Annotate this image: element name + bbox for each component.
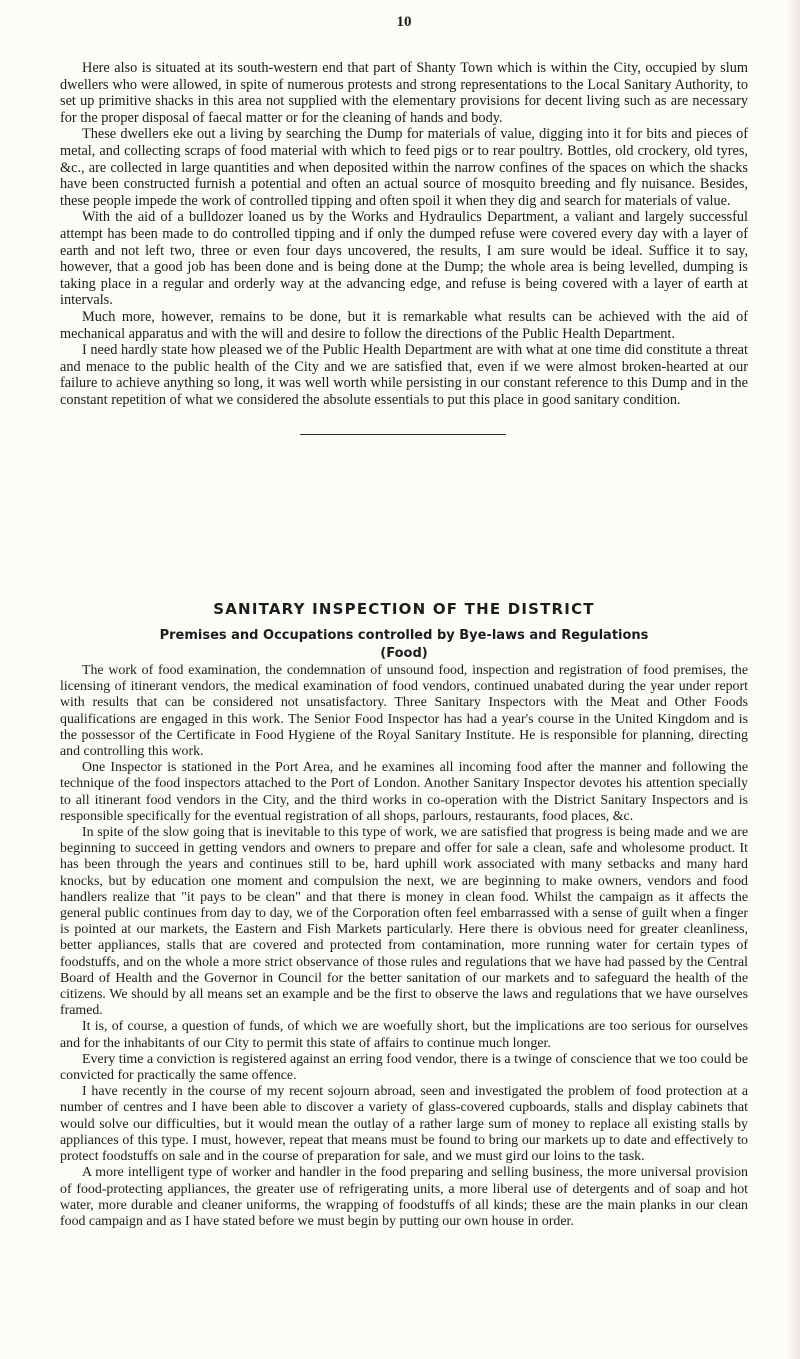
paragraph: Much more, however, remains to be done, but it is remarkable what results can be achieved with the aid of mechanical apparatus and with the will and desire to follow the directions of the Public Health Department. (60, 308, 748, 342)
paragraph: One Inspector is stationed in the Port Area, and he examines all incoming food after the manner and following the technique of the food inspectors attached to the Port of London. Another Sanitary Inspector devotes his attention specially to all itinerant food vendors in the City, and the third works in co-operation with the District Sanitary Inspectors and is responsible specifically for the eventual registration of all shops, parlours, restaurants, food places, &c. (60, 760, 748, 824)
paragraph: The work of food examination, the condemnation of unsound food, inspection and registration of food premises, the licensing of itinerant vendors, the medical examination of food vendors, continued unabated during the year under report with results that can be considered not unsatisfactory. Three Sanitary Inspectors with the Meat and Other Foods qualifications are engaged in this work. The Senior Food Inspector has had a year's course in the United Kingdom and is the possessor of the Certificate in Food Hygiene of the Royal Sanitary Institute. He is responsible for planning, directing and controlling this work. (60, 663, 748, 760)
section-subheading: Premises and Occupations controlled by Bye-laws and Regulations (159, 628, 649, 643)
section-subheading-food: (Food) (380, 646, 428, 661)
paragraph: These dwellers eke out a living by searching the Dump for materials of value, digging into it for bits and pieces of metal, and collecting scraps of food material with which to feed pigs or to rear poultry. Bottles, old crockery, old tyres, &c., are collected in large quantities and when deposited within the narrow confines of the spaces on which the shacks have been constructed furnish a potential and often an actual source of mosquito breeding and fly nuisance. Besides, these people impede the work of controlled tipping and often spoil it when they dig and search for materials of value. (60, 126, 748, 209)
page-edge-shadow (786, 0, 800, 1359)
page-number: 10 (396, 14, 412, 30)
section-divider (300, 434, 506, 435)
paragraph: I have recently in the course of my recent sojourn abroad, seen and investigated the problem of food protection at a number of centres and I have been able to discover a variety of glass-covered cupboards, stalls and display cabinets that would solve our difficulties, but it would mean the outlay of a rather large sum of money to replace all existing stalls by appliances of this type. I must, however, repeat that means must be found to bring our markets up to date and effectively to protect foodstuffs on sale and in the course of preparation for sale, and we must gird our loins to the task. (60, 1084, 748, 1165)
paragraph: Here also is situated at its south-western end that part of Shanty Town which is within the City, occupied by slum dwellers who were allowed, in spite of numerous protests and strong representations to the Local Sanitary Authority, to set up primitive shacks in this area not supplied with the elementary provisions for decent living such as are necessary for the proper disposal of faecal matter or for the cleaning of hands and body. (60, 60, 748, 126)
paragraph: With the aid of a bulldozer loaned us by the Works and Hydraulics Department, a valiant and largely successful attempt has been made to do controlled tipping and if only the dumped refuse were covered every day with a layer of earth and not left two, three or even four days uncovered, the results, I am sure would be ideal. Suffice it to say, however, that a good job has been done and is being done at the Dump; the whole area is being levelled, dumping is taking place in a regular and orderly way at the advancing edge, and refuse is being covered with a layer of earth at intervals. (60, 209, 748, 309)
paragraph: It is, of course, a question of funds, of which we are woefully short, but the implications are too serious for ourselves and for the inhabitants of our City to permit this state of affairs to continue much longer. (60, 1019, 748, 1051)
document-page (60, 0, 748, 1359)
paragraph: Every time a conviction is registered against an erring food vendor, there is a twinge of conscience that we too could be convicted for practically the same offence. (60, 1051, 748, 1084)
section-heading: SANITARY INSPECTION OF THE DISTRICT (213, 600, 595, 618)
food-inspection-section (60, 663, 748, 1230)
paragraph: A more intelligent type of worker and handler in the food preparing and selling business, the more universal provision of food-protecting appliances, the greater use of refrigerating units, a more liberal use of detergents and of soap and hot water, more durable and cleaner uniforms, the wrapping of foodstuffs of all kinds; these are the main planks in our clean food campaign and as I have stated before we must begin by putting our own house in order. (60, 1165, 748, 1229)
paragraph: In spite of the slow going that is inevitable to this type of work, we are satisfied that progress is being made and we are beginning to succeed in getting vendors and owners to prepare and offer for sale a clean, safe and wholesome product. It has been through the years and continues still to be, hard uphill work associated with many setbacks and many hard knocks, but by education one moment and compulsion the next, we are beginning to make owners, vendors and food handlers realize that "it pays to be clean" and that there is money in clean food. Whilst the campaign as it affects the general public continues from day to day, we of the Corporation often feel embarrassed with a sense of guilt when a finger is pointed at our markets, the Eastern and Fish Markets particularly. Here there is obvious need for greater cleanliness, better appliances, stalls that are covered and protected from contamination, more running water for certain types of foodstuffs, and on the whole a more strict observance of those rules and regulations that we have had passed by the Central Board of Health and the Governor in Council for the better sanitation of our markets and to safeguard the health of the citizens. We should by all means set an example and be the first to observe the laws and regulations that we have ourselves framed. (60, 825, 748, 1019)
shanty-town-section (60, 60, 748, 408)
paragraph: I need hardly state how pleased we of the Public Health Department are with what at one time did constitute a threat and menace to the public health of the City and we are satisfied that, even if we were almost broken-hearted at our failure to achieve anything so long, it was well worth while persisting in our constant reference to this Dump and in the constant repetition of what we considered the absolute essentials to put this place in good sanitary condition. (60, 342, 748, 408)
